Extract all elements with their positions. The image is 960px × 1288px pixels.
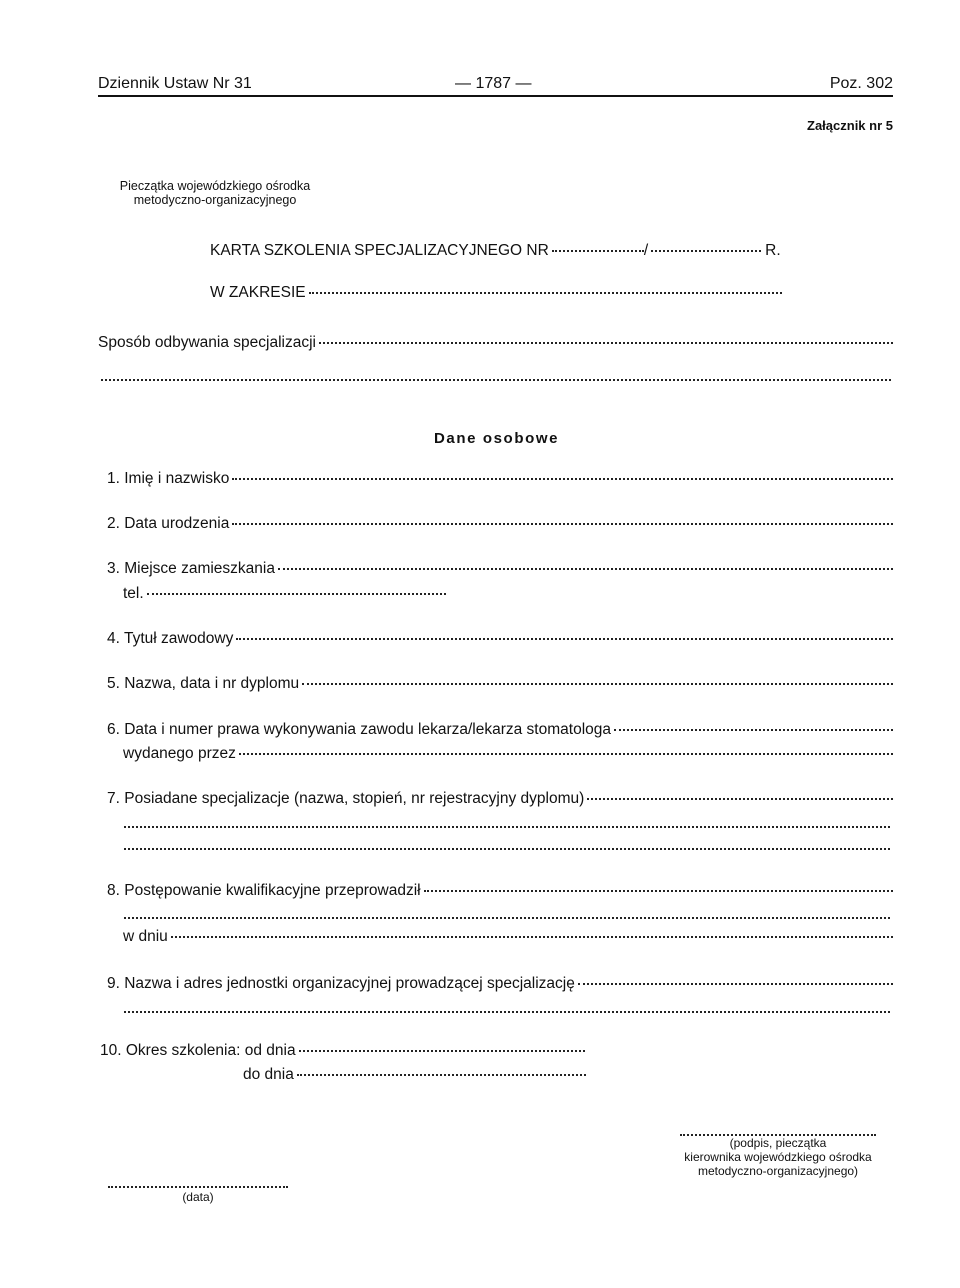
field-1-label: 1. Imię i nazwisko xyxy=(107,470,230,487)
field-3-row xyxy=(107,560,893,578)
page-number: — 1787 — xyxy=(455,75,532,92)
field-7-row xyxy=(107,790,893,808)
field-10-from-label: 10. Okres szkolenia: od dnia xyxy=(100,1042,296,1059)
field-5-input[interactable] xyxy=(302,683,893,685)
annex-label: Załącznik nr 5 xyxy=(807,118,893,133)
field-7-input-line2[interactable] xyxy=(124,826,890,828)
field-1-input[interactable] xyxy=(232,478,893,480)
scope-field[interactable] xyxy=(309,292,782,294)
field-3-tel-input[interactable] xyxy=(147,593,446,595)
field-3-label: 3. Miejsce zamieszkania xyxy=(107,560,275,577)
field-8-date-row xyxy=(123,928,893,946)
field-8-date-input[interactable] xyxy=(171,936,893,938)
field-6-input[interactable] xyxy=(614,729,893,731)
scope-label: W ZAKRESIE xyxy=(210,284,306,301)
field-9-row xyxy=(107,975,893,993)
field-5-row xyxy=(107,675,893,693)
signature-caption-line3: metodyczno-organizacyjnego) xyxy=(697,1164,859,1178)
field-6-issuer-row xyxy=(123,745,893,763)
field-9-label: 9. Nazwa i adres jednostki organizacyjnej prowadzącej specjalizację xyxy=(107,975,575,992)
field-7-input-line3[interactable] xyxy=(124,848,890,850)
date-line[interactable] xyxy=(108,1186,288,1188)
field-4-label: 4. Tytuł zawodowy xyxy=(107,630,234,647)
signature-caption xyxy=(660,1136,896,1178)
header-rule xyxy=(98,95,893,97)
position-number: Poz. 302 xyxy=(829,75,893,92)
field-8-date-label: w dniu xyxy=(123,928,168,945)
field-7-input[interactable] xyxy=(587,798,893,800)
card-number-row xyxy=(210,242,790,260)
field-6-label: 6. Data i numer prawa wykonywania zawodu lekarza/lekarza stomatologa xyxy=(107,721,611,738)
stamp-caption-line1: Pieczątka wojewódzkiego ośrodka xyxy=(119,179,311,193)
signature-caption-line2: kierownika wojewódzkiego ośrodka xyxy=(684,1150,872,1164)
field-10-to-input[interactable] xyxy=(297,1074,586,1076)
field-1-row xyxy=(107,470,893,488)
field-4-input[interactable] xyxy=(236,638,893,640)
card-number-label: KARTA SZKOLENIA SPECJALIZACYJNEGO NR xyxy=(210,242,549,259)
signature-caption-line1: (podpis, pieczątka xyxy=(729,1136,827,1150)
field-9-input[interactable] xyxy=(578,983,893,985)
field-10-to-row xyxy=(243,1066,586,1084)
field-6-issuer-label: wydanego przez xyxy=(123,745,236,762)
field-10-from-input[interactable] xyxy=(299,1050,585,1052)
stamp-caption-line2: metodyczno-organizacyjnego xyxy=(133,193,297,207)
field-6-issuer-input[interactable] xyxy=(239,753,893,755)
field-3-tel-row xyxy=(123,585,446,603)
field-5-label: 5. Nazwa, data i nr dyplomu xyxy=(107,675,300,692)
card-year-field[interactable] xyxy=(651,250,761,252)
field-2-label: 2. Data urodzenia xyxy=(107,515,230,532)
field-7-label: 7. Posiadane specjalizacje (nazwa, stopień, nr rejestracyjny dyplomu) xyxy=(107,790,585,807)
field-8-row xyxy=(107,882,893,900)
card-number-slash: / xyxy=(643,242,649,259)
scope-row xyxy=(210,284,782,302)
field-8-input[interactable] xyxy=(424,890,893,892)
journal-title: Dziennik Ustaw Nr 31 xyxy=(98,75,252,92)
mode-label: Sposób odbywania specjalizacji xyxy=(98,334,316,351)
field-3-tel-label: tel. xyxy=(123,585,144,602)
field-8-input-line2[interactable] xyxy=(124,917,890,919)
field-4-row xyxy=(107,630,893,648)
field-8-label: 8. Postępowanie kwalifikacyjne przeprowadził xyxy=(107,882,421,899)
mode-field-continued[interactable] xyxy=(101,379,891,381)
field-2-row xyxy=(107,515,893,533)
mode-field[interactable] xyxy=(319,342,893,344)
field-2-input[interactable] xyxy=(232,523,893,525)
stamp-caption xyxy=(115,179,315,207)
field-10-from-row xyxy=(100,1042,585,1060)
field-6-row xyxy=(107,721,893,739)
field-3-input[interactable] xyxy=(278,568,893,570)
mode-row xyxy=(98,334,893,352)
card-number-field[interactable] xyxy=(552,250,644,252)
field-9-input-line2[interactable] xyxy=(124,1011,890,1013)
field-10-to-label: do dnia xyxy=(243,1066,294,1083)
section-heading: Dane osobowe xyxy=(434,430,560,447)
card-year-suffix: R. xyxy=(765,242,781,259)
date-caption: (data) xyxy=(182,1190,214,1204)
